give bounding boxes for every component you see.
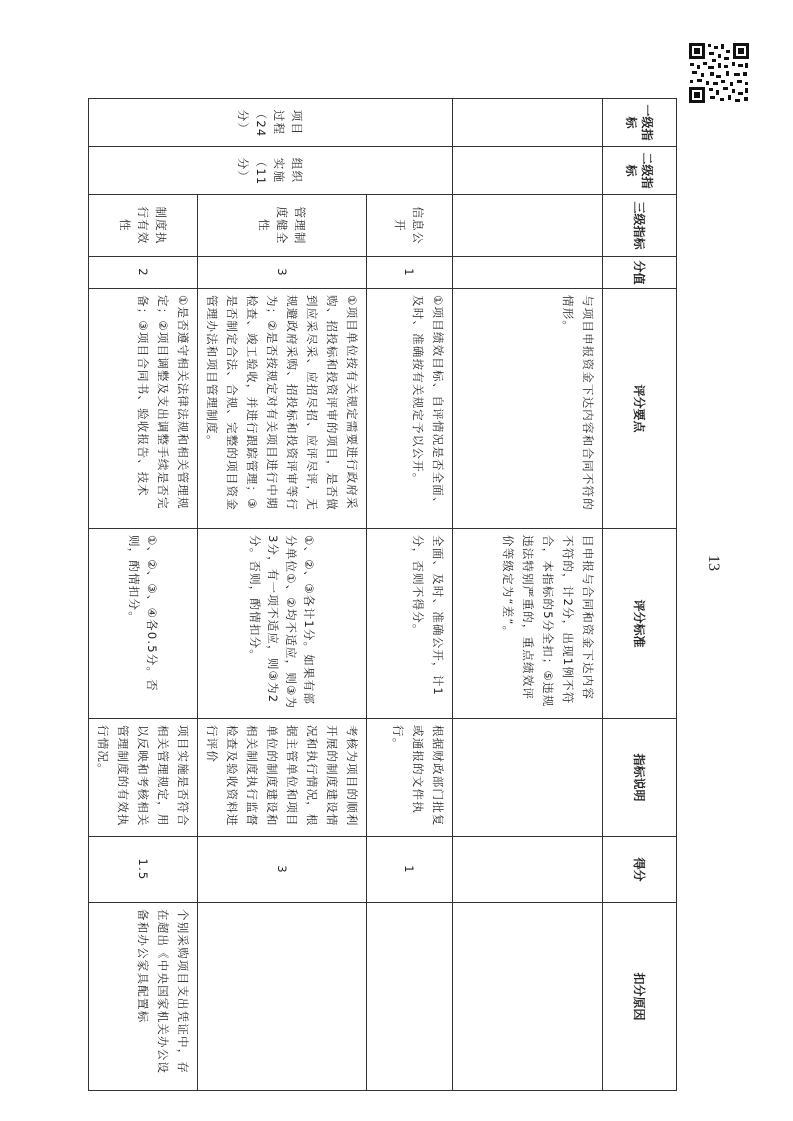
header-key-points: 评分要点 (603, 289, 677, 529)
cell-score: 1 (367, 837, 453, 903)
cell-level1-group: 项目过程（24分） (89, 99, 453, 147)
cell-key-points: 与项目申报资金下达内容和合同不符的情形。 (453, 289, 603, 529)
header-score: 得分 (603, 837, 677, 903)
table-row (89, 99, 198, 1091)
header-level1: 一级指标 (603, 99, 677, 147)
cell-description: 根据财政部门批复或通报的文件执行。 (367, 719, 453, 837)
qr-code (688, 42, 750, 104)
cell-description (453, 719, 603, 837)
cell-score: 3 (198, 837, 367, 903)
cell-description: 项目实施是否符合相关管理规定，用以反映和考核相关管理制度的有效执行情况。 (89, 719, 198, 837)
cell-score-value: 2 (89, 257, 198, 289)
cell-level3 (453, 195, 603, 257)
page-number: 13 (705, 555, 722, 571)
cell-deduction (198, 903, 367, 1091)
cell-level3: 制度执行有效性 (89, 195, 198, 257)
cell-score-value: 3 (198, 257, 367, 289)
cell-level3: 信息公开 (367, 195, 453, 257)
cell-level2-group: 组织实施（11分） (89, 147, 453, 195)
header-level3: 三级指标 (603, 195, 677, 257)
cell-score: 1.5 (89, 837, 198, 903)
cell-deduction (453, 903, 603, 1091)
table-row (198, 99, 367, 1091)
table-row (453, 99, 603, 1091)
cell-score-value (453, 257, 603, 289)
header-row (603, 99, 677, 1091)
header-deduction: 扣分原因 (603, 903, 677, 1091)
cell-score (453, 837, 603, 903)
header-description: 指标说明 (603, 719, 677, 837)
cell-key-points: ①项目单位按有关规定需要进行政府采购、招投标和投资评审的项目，是否做到应采尽采、应招尽招、应评尽评，无规避政府采购、招投标和投资评审等行为；②是否按规定对有关项目进行中期检查、竣工验收，并进行跟踪管理；③是否制定合法、合规、完整的项目资金管理办法和项目管理制度。 (198, 289, 367, 529)
header-score-value: 分值 (603, 257, 677, 289)
cell-criteria: 全面、及时、准确公开，计1分，否则不得分。 (367, 529, 453, 719)
cell-criteria: 目申报与合同和资金下达内容不符的，计2分，出现1例不符合，本指标的5分全扣；⑤违规违法特别严重的，重点绩效评价等级定为“差”。 (453, 529, 603, 719)
cell-key-points: ①是否遵守相关法律法规和相关管理规定；②项目调整及支出调整手续是否完备；③项目合同书、验收报告、技术 (89, 289, 198, 529)
cell-level2 (453, 147, 603, 195)
cell-key-points: ①项目绩效目标、自评情况是否全面、及时、准确按有关规定予以公开。 (367, 289, 453, 529)
cell-criteria: ①、②、③、④各0.5分。否则，酌情扣分。 (89, 529, 198, 719)
cell-deduction (367, 903, 453, 1091)
cell-deduction: 个别采购项目支出凭证中，存在超出《中央国家机关办公设备和办公家具配置标 (89, 903, 198, 1091)
rotated-table-container (96, 98, 677, 1090)
cell-level3: 管理制度健全性 (198, 195, 367, 257)
header-criteria: 评分标准 (603, 529, 677, 719)
cell-level1 (453, 99, 603, 147)
cell-score-value: 1 (367, 257, 453, 289)
table-row (367, 99, 453, 1091)
evaluation-table (88, 98, 677, 1091)
header-level2: 二级指标 (603, 147, 677, 195)
cell-criteria: ①、②、③各计1分。如果有部分单位①、②均不适应，则③为3分，有一项不适应，则③为2分。否则，酌情扣分。 (198, 529, 367, 719)
cell-description: 考核为项目的顺利开展的制度建设情况和执行情况，根据主管单位和项目单位的制度建设和相关制度执行监督检查及验收资料进行评价 (198, 719, 367, 837)
